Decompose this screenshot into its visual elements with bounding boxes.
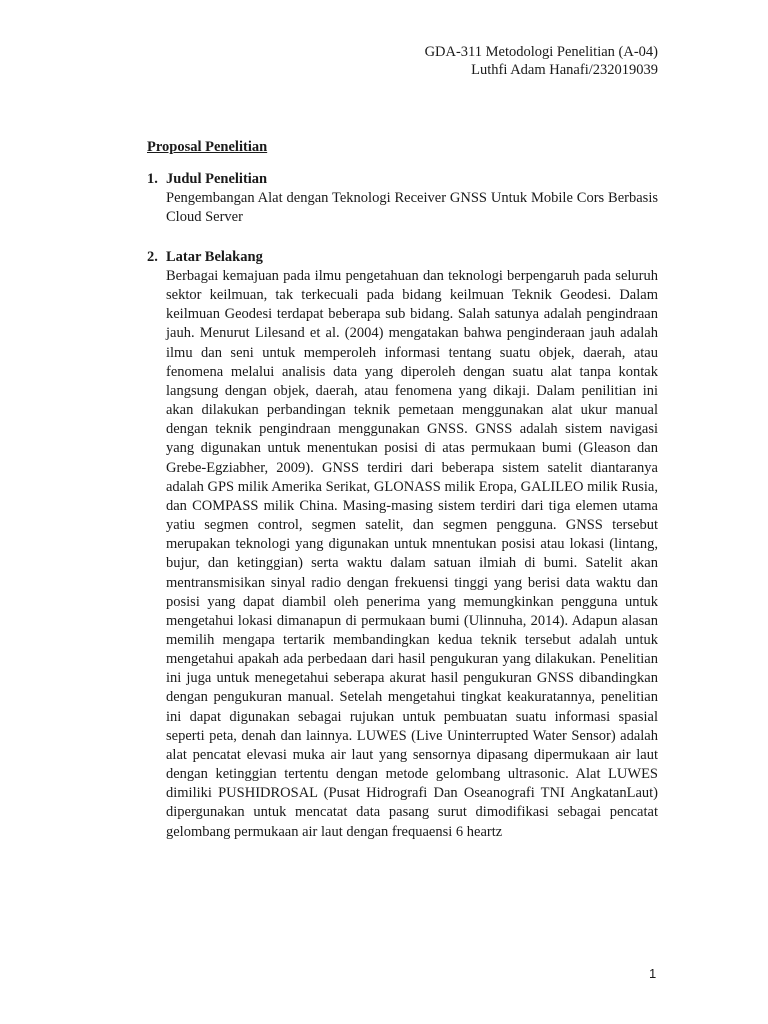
section-heading — [147, 170, 658, 189]
page-header — [425, 43, 658, 79]
page-number: 1 — [649, 966, 657, 981]
section-judul-penelitian — [147, 170, 658, 227]
section-heading — [147, 248, 658, 267]
section-heading-label: Judul Penelitian — [166, 171, 268, 187]
section-latar-belakang — [147, 248, 658, 842]
section-number: 1. — [147, 171, 158, 187]
section-heading-label: Latar Belakang — [166, 249, 263, 265]
section-body: Berbagai kemajuan pada ilmu pengetahuan dan teknologi berpengaruh pada seluruh sektor keilmuan, tak terkecuali pada bidang keilmuan Teknik Geodesi. Dalam keilmuan Geodesi terdapat beberapa sub bidang. Salah satunya adalah pengindraan jauh. Menurut Lilesand et al. (2004) mengatakan bahwa penginderaan jauh adalah ilmu dan seni untuk memperoleh informasi tentang suatu objek, daerah, atau fenomena melalui analisis data yang diperoleh dengan suatu alat tanpa kontak langsung dengan objek, daerah, atau fenomena yang dikaji. Dalam penilitian ini akan dilakukan perbandingan teknik pemetaan menggunakan alat ukur manual dengan teknik pengindraan menggunakan GNSS. GNSS adalah sistem navigasi yang digunakan untuk menentukan posisi di atas permukaan bumi (Gleason dan Grebe-Egziabher, 2009). GNSS terdiri dari beberapa sistem satelit diantaranya adalah GPS milik Amerika Serikat, GLONASS milik Eropa, GALILEO milik Rusia, dan COMPASS milik China. Masing-masing sistem terdiri dari tiga elemen utama yatiu segmen control, segmen satelit, dan segmen pengguna. GNSS tersebut merupakan teknologi yang digunakan untuk mnentukan posisi atau lokasi (lintang, bujur, dan ketinggian) serta waktu dalam satuan ilmiah di bumi. Satelit akan mentransmisikan sinyal radio dengan frekuensi tinggi yang berisi data waktu dan posisi yang dapat diambil oleh penerima yang memungkinkan pengguna untuk mengetahui lokasi dimanapun di permukaan bumi (Ulinnuha, 2014). Adapun alasan memilih mengapa tertarik membandingkan kedua teknik tersebut adalah untuk mengetahui apakah ada perbedaan dari hasil pengukuran yang dilakukan. Penelitian ini juga untuk menegetahui seberapa akurat hasil pengukuran GNSS dibandingkan dengan pengukuran manual. Setelah mengetahui tingkat keakuratannya, penelitian ini dapat digunakan sebagai rujukan untuk pembuatan suatu informasi spasial seperti peta, denah dan lainnya. LUWES (Live Uninterrupted Water Sensor) adalah alat pencatat elevasi muka air laut yang sensornya dipasang dipermukaan air laut dengan ketinggian tertentu dengan metode gelombang ultrasonic. Alat LUWES dimiliki PUSHIDROSAL (Pusat Hidrografi Dan Oseanografi TNI AngkatanLaut) dipergunakan untuk mencatat data pasang surut dimodifikasi sebagai pencatat gelombang permukaan air laut dengan frequaensi 6 heartz — [166, 268, 658, 840]
section-number: 2. — [147, 249, 158, 265]
header-course-line: GDA-311 Metodologi Penelitian (A-04) — [424, 44, 658, 60]
section-body: Pengembangan Alat dengan Teknologi Receiver GNSS Untuk Mobile Cors Berbasis Cloud Server — [166, 190, 658, 226]
header-author-line: Luthfi Adam Hanafi/232019039 — [471, 62, 658, 78]
document-title: Proposal Penelitian — [147, 139, 268, 155]
